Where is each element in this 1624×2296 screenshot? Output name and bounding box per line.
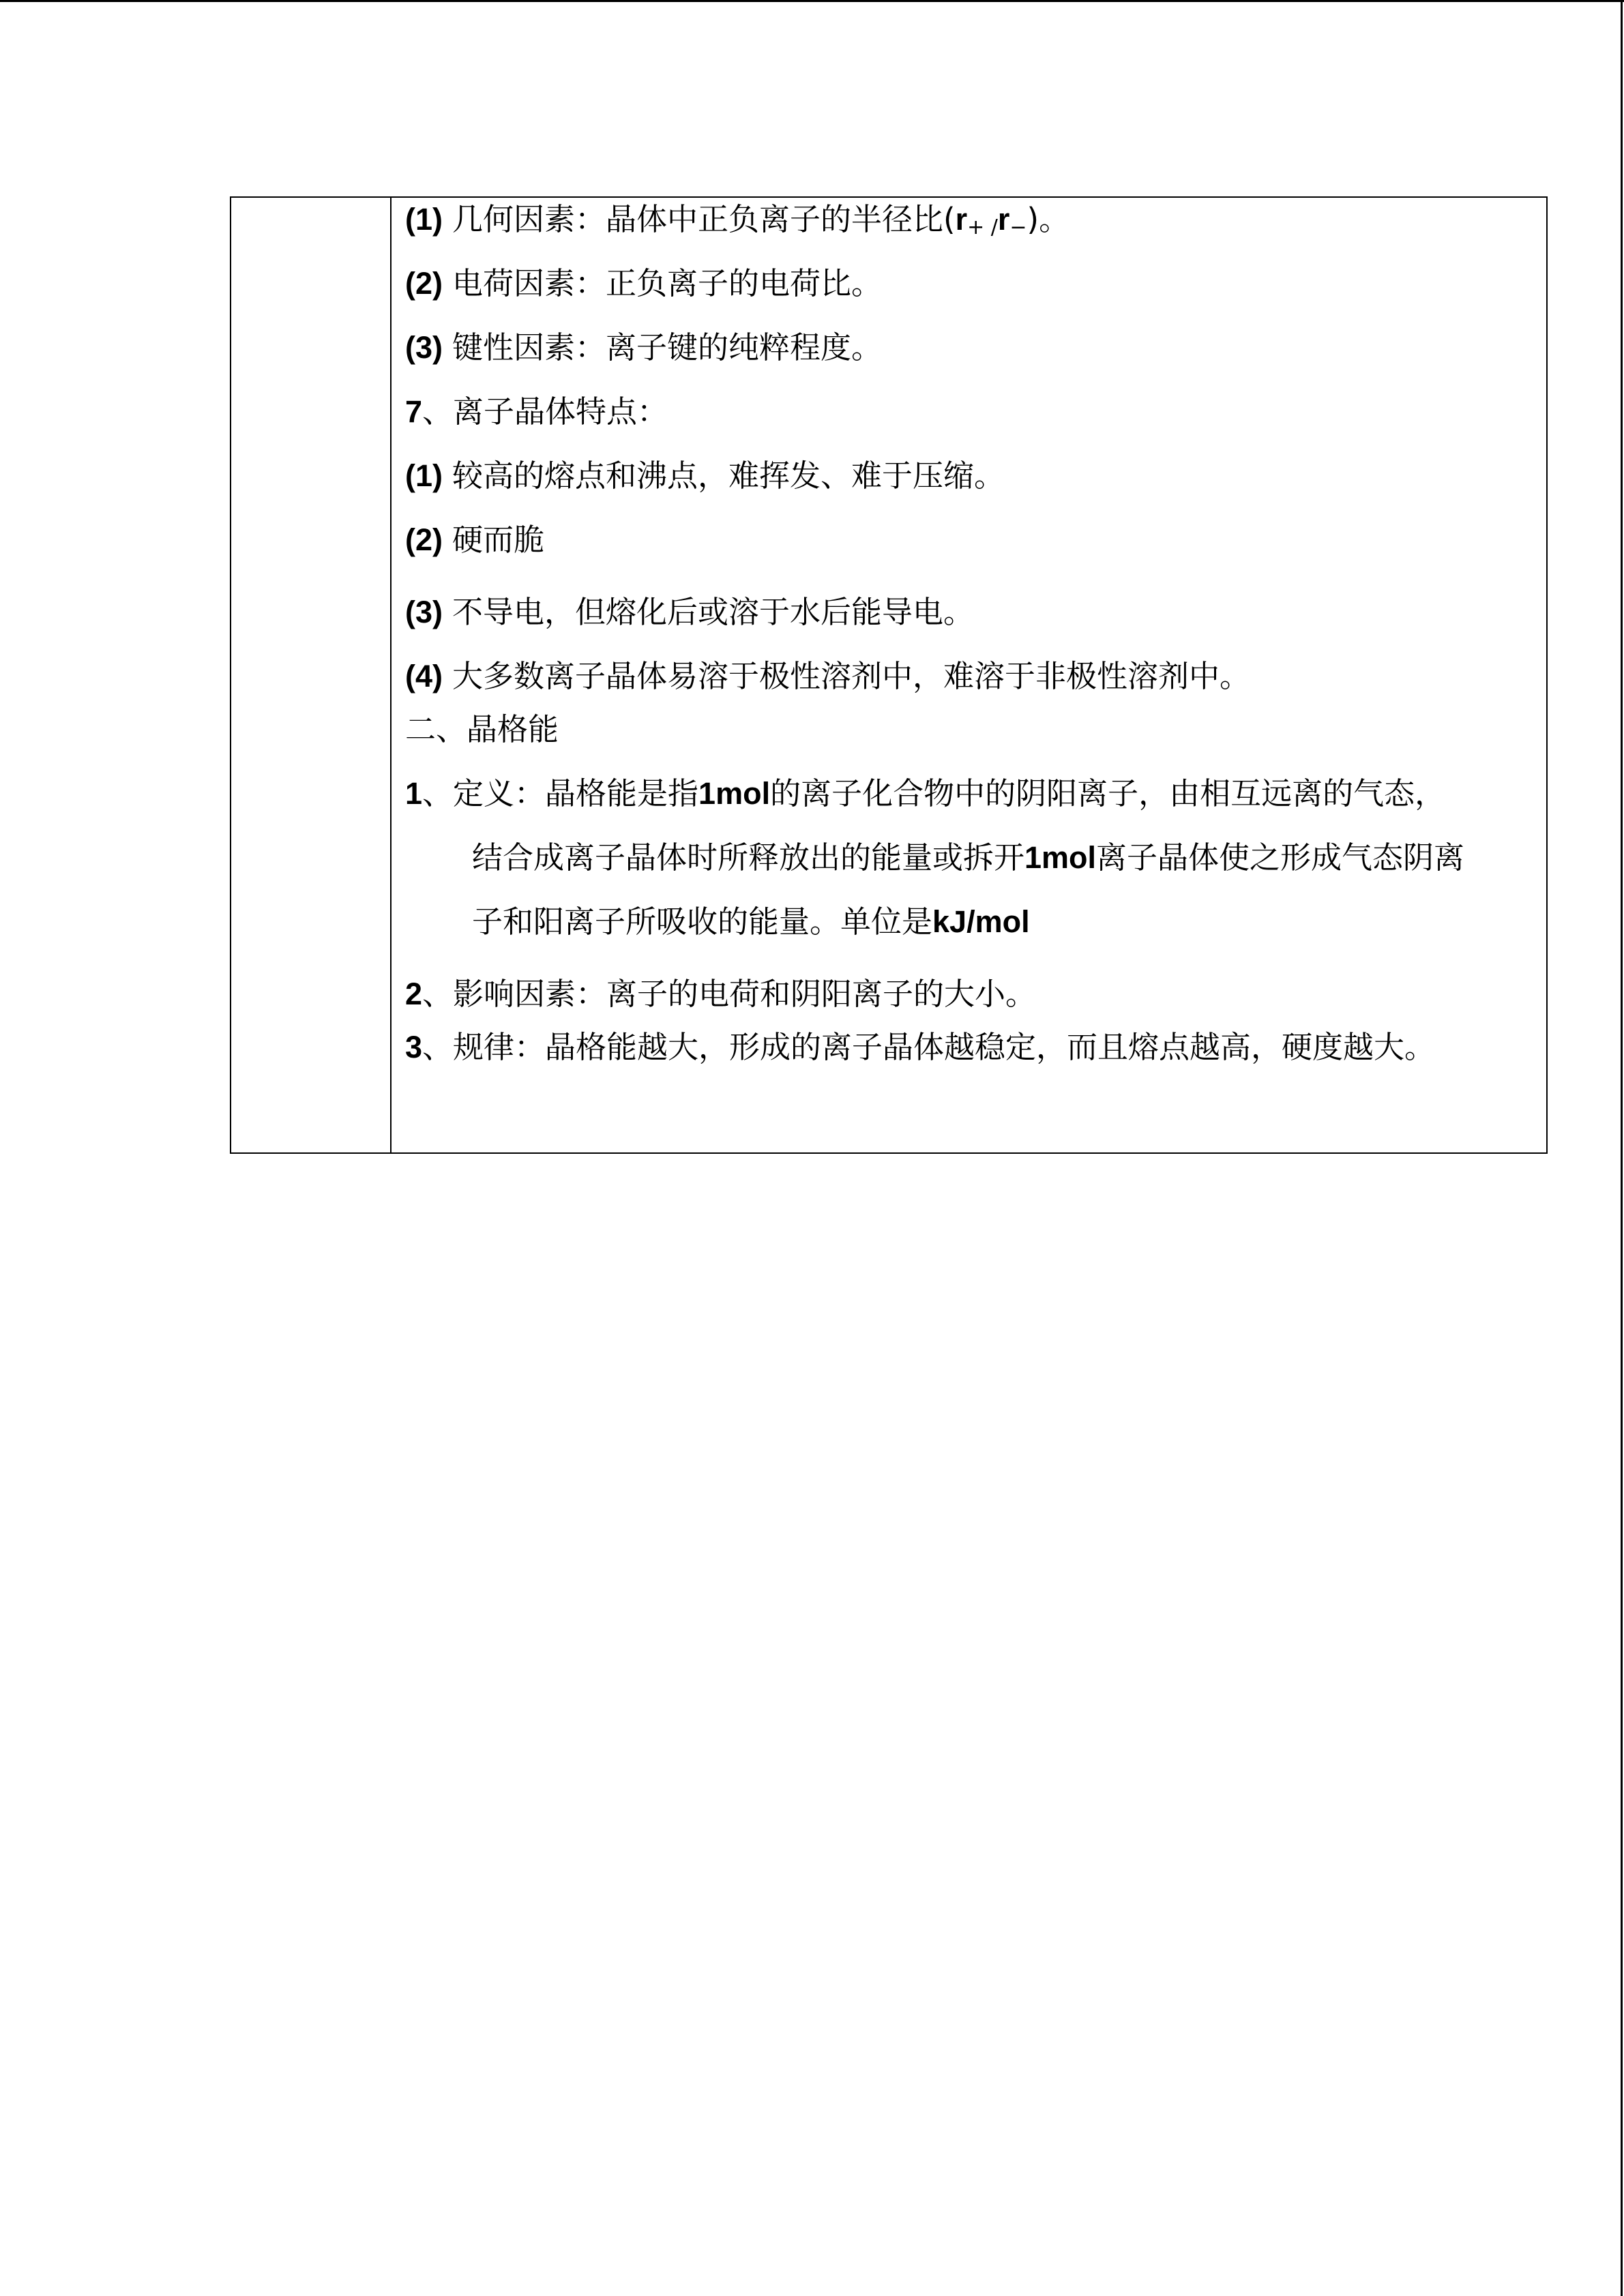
item-text: 硬而脆 <box>452 522 545 558</box>
section-heading-features <box>405 393 668 431</box>
definition-line-1 <box>405 775 1445 813</box>
definition-line-3 <box>472 903 1030 941</box>
unit-text: 1mol <box>1024 840 1097 875</box>
item-text: 几何因素：晶体中正负离子的半径比( <box>452 201 956 237</box>
table-left-column <box>231 198 392 1152</box>
page-border-top <box>0 0 1624 2</box>
item-text: 键性因素：离子键的纯粹程度。 <box>452 329 883 366</box>
item-text: 大多数离子晶体易溶于极性溶剂中，难溶于非极性溶剂中。 <box>452 658 1251 694</box>
radius-symbol: r <box>955 202 968 237</box>
content-table <box>230 196 1548 1154</box>
definition-text: 离子晶体使之形成气态阴离 <box>1096 839 1465 876</box>
item-text: 、离子晶体特点： <box>422 393 668 430</box>
item-number: 1 <box>405 776 423 811</box>
page-border-right <box>1621 0 1623 2296</box>
radius-subscript: + / <box>967 215 998 239</box>
section-heading-lattice-energy <box>405 711 559 749</box>
list-item-solubility <box>405 657 1250 696</box>
list-item-geometric-factor <box>405 200 1069 247</box>
item-text: 不导电，但熔化后或溶于水后能导电。 <box>452 594 975 630</box>
item-number: (3) <box>405 595 443 629</box>
item-number: (3) <box>405 330 443 365</box>
item-number: (2) <box>405 266 443 301</box>
item-text: 较高的熔点和沸点，难挥发、难于压缩。 <box>452 458 1005 494</box>
list-item-hard-brittle <box>405 521 544 559</box>
item-number: 3 <box>405 1030 423 1064</box>
list-item-melting-point <box>405 457 1005 495</box>
definition-text: 子和阳离子所吸收的能量。单位是 <box>472 904 933 940</box>
item-number: (1) <box>405 202 443 237</box>
item-text: 、影响因素：离子的电荷和阴阳离子的大小。 <box>422 976 1037 1012</box>
radius-subscript: − <box>1009 215 1027 239</box>
item-number: (1) <box>405 458 443 493</box>
item-number: 2 <box>405 976 423 1011</box>
radius-symbol: r <box>997 202 1010 237</box>
unit-text: 1mol <box>698 776 771 811</box>
item-number: (4) <box>405 659 443 694</box>
definition-text: 结合成离子晶体时所释放出的能量或拆开 <box>472 839 1025 876</box>
list-item-charge-factor <box>405 265 882 303</box>
definition-line-2 <box>472 839 1464 877</box>
unit-text: kJ/mol <box>932 904 1030 939</box>
definition-text: 、定义：晶格能是指 <box>422 775 699 811</box>
table-right-column <box>392 198 1546 1152</box>
item-text: 二、晶格能 <box>405 711 559 747</box>
list-item-rule <box>405 1028 1435 1067</box>
list-item-bond-factor <box>405 329 882 367</box>
list-item-conductivity <box>405 593 974 631</box>
item-text: 、规律：晶格能越大，形成的离子晶体越稳定，而且熔点越高，硬度越大。 <box>422 1029 1436 1065</box>
list-item-influencing-factors <box>405 975 1036 1013</box>
item-number: (2) <box>405 522 443 557</box>
item-text: 电荷因素：正负离子的电荷比。 <box>452 265 883 301</box>
item-text-end: )。 <box>1027 201 1070 237</box>
definition-text: 的离子化合物中的阴阳离子，由相互远离的气态， <box>770 775 1446 811</box>
item-number: 7 <box>405 394 423 429</box>
